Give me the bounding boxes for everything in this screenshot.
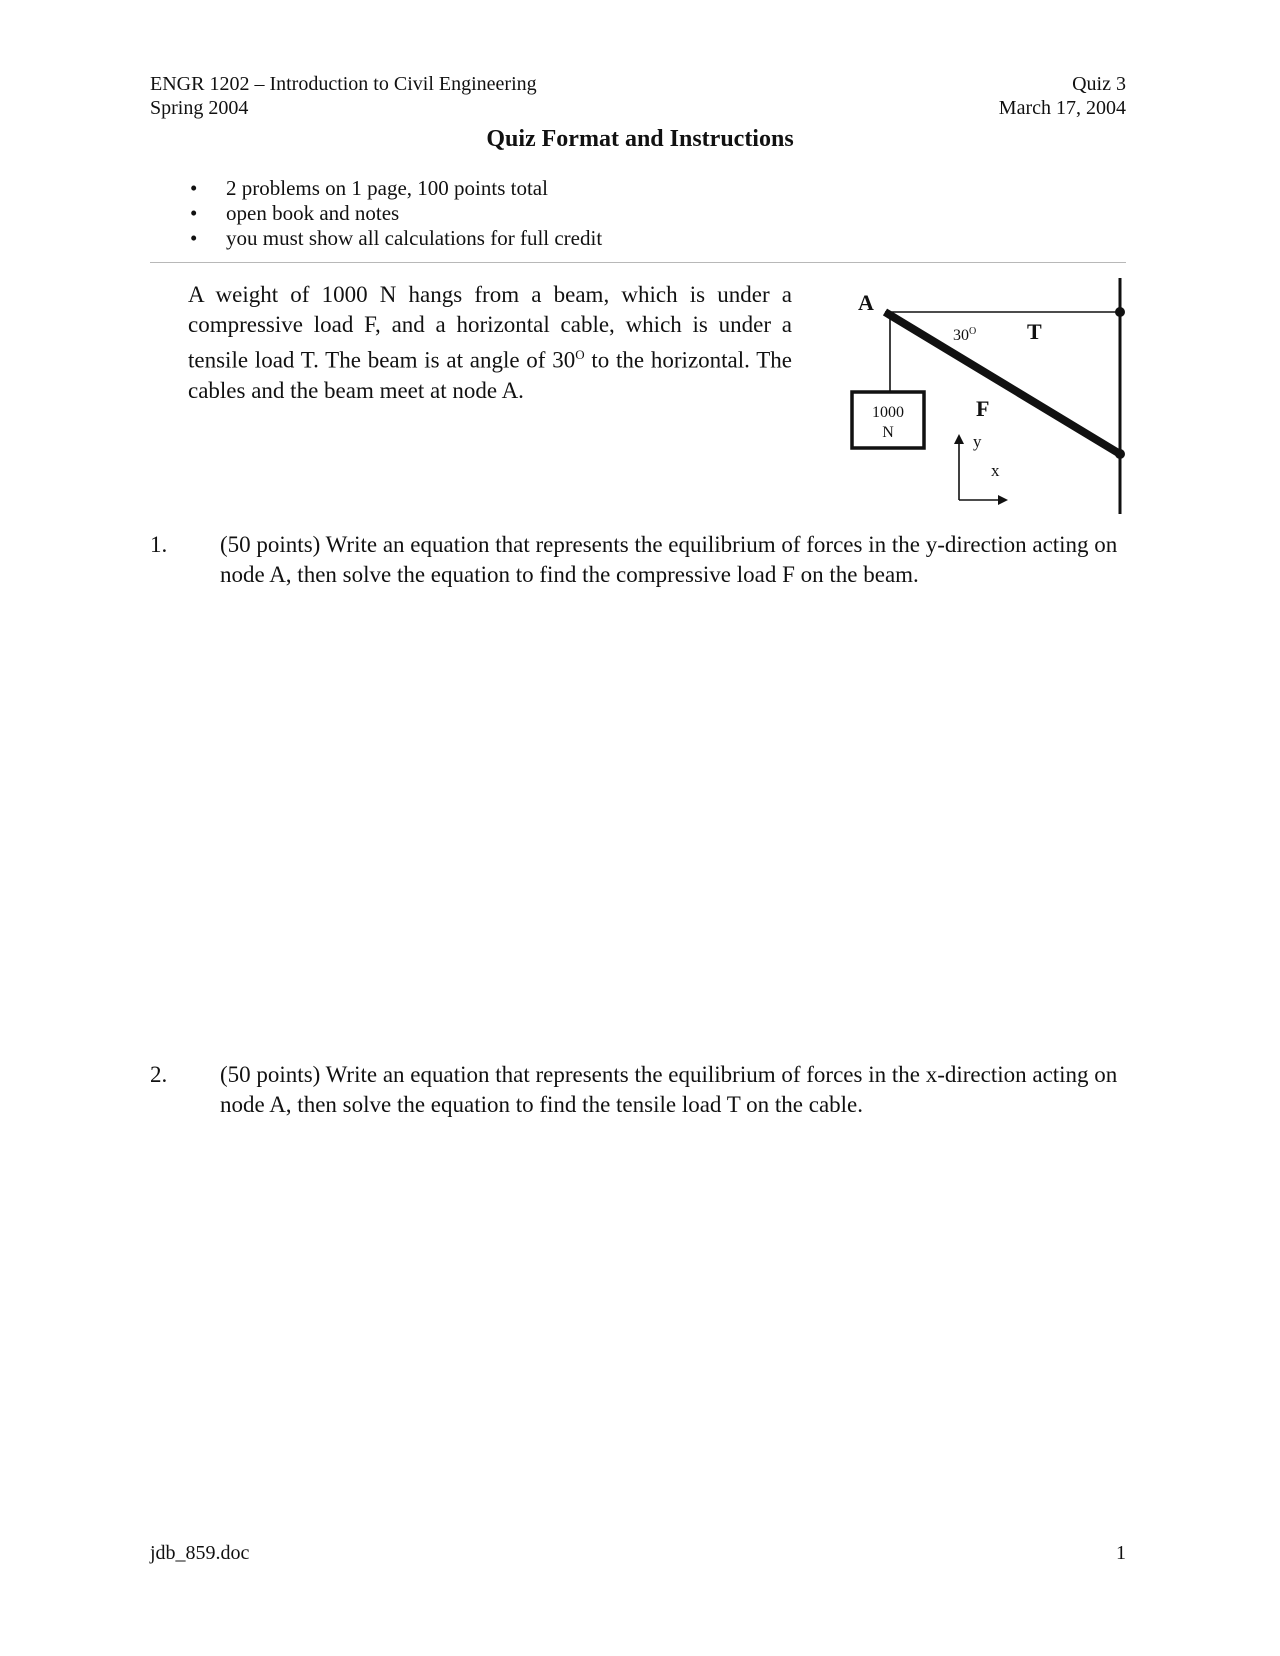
footer-filename: jdb_859.doc bbox=[150, 1542, 250, 1564]
list-item: • open book and notes bbox=[190, 201, 602, 226]
quiz-date: March 17, 2004 bbox=[998, 97, 1126, 119]
intro-text-b: to the horizontal. The cables and the beam meet at node A. bbox=[188, 347, 793, 403]
term: Spring 2004 bbox=[150, 97, 249, 119]
page-number: 1 bbox=[1116, 1542, 1126, 1564]
weight-value: 1000 bbox=[872, 404, 904, 421]
force-diagram bbox=[830, 270, 1140, 520]
weight-unit: N bbox=[882, 424, 894, 441]
node-label: A bbox=[858, 290, 874, 315]
cable-joint bbox=[1115, 307, 1125, 317]
force-label: F bbox=[976, 396, 990, 421]
instructions-list bbox=[190, 176, 602, 251]
degree-symbol: O bbox=[575, 347, 585, 362]
problem-2-number: 2. bbox=[150, 1062, 168, 1087]
divider bbox=[150, 262, 1126, 263]
problem-1-number: 1. bbox=[150, 532, 168, 557]
problem-1-text: (50 points) Write an equation that represents the equilibrium of forces in the y-direction acting on node A, then solve the equation to find the compressive load F on the beam. bbox=[220, 532, 1118, 587]
x-axis-label: x bbox=[991, 461, 1000, 480]
intro-text-a: A weight of 1000 N hangs from a beam, which is under a compressive load F, and a horizontal cable, which is under a tensile load T. The beam is at angle of 30 bbox=[188, 282, 792, 373]
beam-joint bbox=[1115, 449, 1125, 459]
course-title: ENGR 1202 – Introduction to Civil Engineering bbox=[150, 73, 537, 95]
angle-label: $30^O$ bbox=[953, 326, 977, 344]
y-axis-label: y bbox=[973, 432, 982, 451]
problem-statement bbox=[188, 280, 792, 406]
problem-2-text: (50 points) Write an equation that represents the equilibrium of forces in the x-direction acting on node A, then solve the equation to find the tensile load T on the cable. bbox=[220, 1062, 1118, 1117]
list-item: • you must show all calculations for full credit bbox=[190, 226, 602, 251]
page-title: Quiz Format and Instructions bbox=[486, 126, 794, 152]
list-item: • 2 problems on 1 page, 100 points total bbox=[190, 176, 602, 201]
quiz-number: Quiz 3 bbox=[1072, 73, 1126, 95]
tension-label: T bbox=[1027, 319, 1042, 344]
